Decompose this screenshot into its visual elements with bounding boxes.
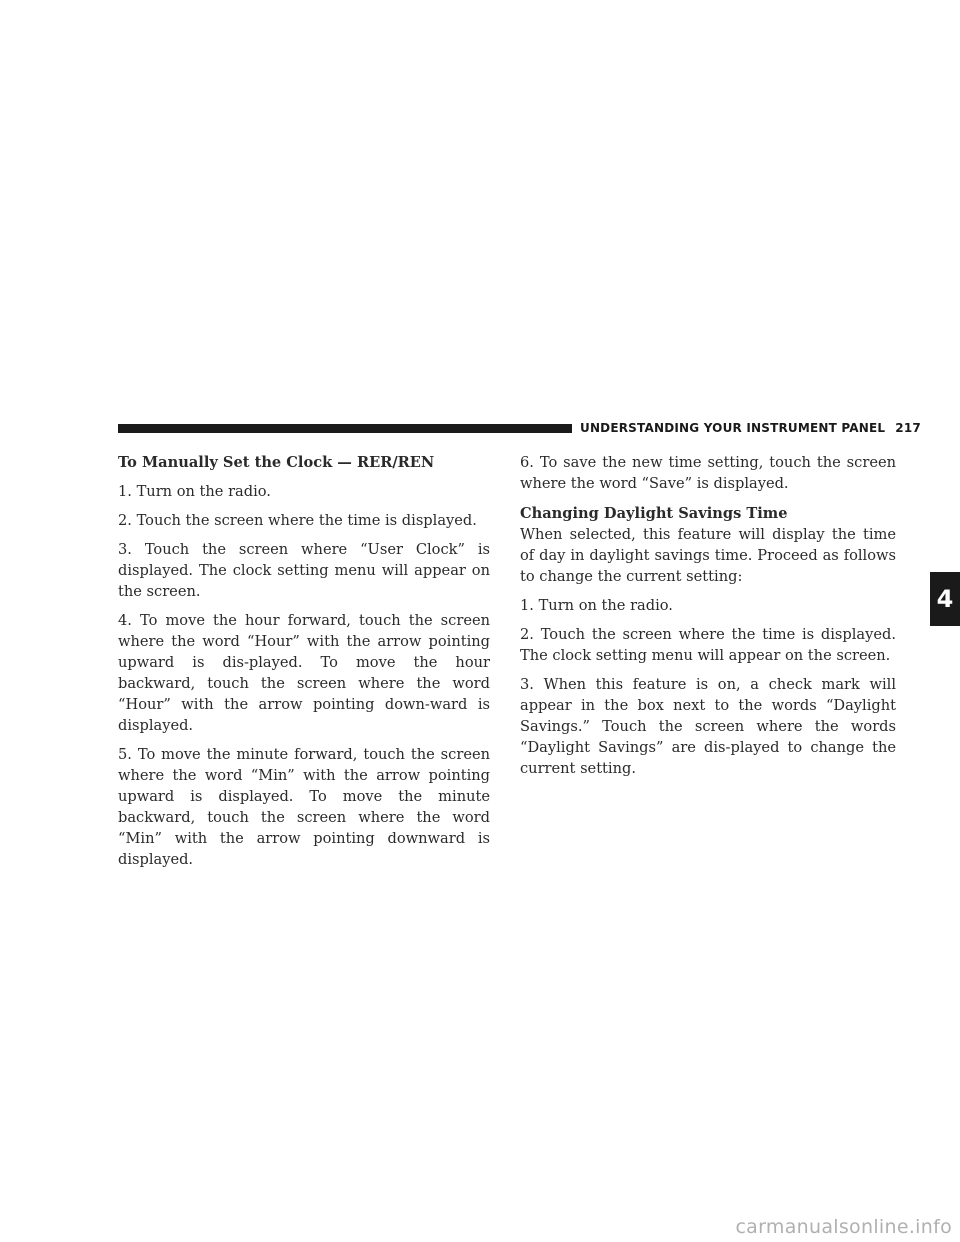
step-3: 3. Touch the screen where “User Clock” is displayed. The clock setting menu will appear on the screen. xyxy=(118,541,490,600)
section-heading-manual-clock: To Manually Set the Clock — RER/REN xyxy=(118,454,435,471)
section-title: UNDERSTANDING YOUR INSTRUMENT PANEL xyxy=(580,421,886,435)
page-number: 217 xyxy=(895,421,921,435)
step-2: 2. Touch the screen where the time is displayed. xyxy=(118,512,477,529)
watermark: carmanualsonline.info xyxy=(735,1216,952,1238)
daylight-intro: When selected, this feature will display the time of day in daylight savings time. Proceed as follows to change the current setting: xyxy=(520,526,896,585)
step-5: 5. To move the minute forward, touch the screen where the word “Min” with the arrow pointing upward is displayed. To move the minute backward, touch the screen where the word “Min” with the arrow pointing downward is displayed. xyxy=(118,746,490,868)
daylight-step-3: 3. When this feature is on, a check mark will appear in the box next to the words “Daylight Savings.” Touch the screen where the words “Daylight Savings” are dis-played to change the current setting. xyxy=(520,676,896,777)
right-column xyxy=(520,452,896,779)
daylight-step-2: 2. Touch the screen where the time is displayed. The clock setting menu will appear on the screen. xyxy=(520,626,896,664)
running-header xyxy=(580,421,921,435)
chapter-tab: 4 xyxy=(930,572,960,626)
section-heading-daylight-savings: Changing Daylight Savings Time xyxy=(520,505,788,522)
left-column xyxy=(118,452,490,870)
step-6: 6. To save the new time setting, touch the screen where the word “Save” is displayed. xyxy=(520,454,896,492)
daylight-step-1: 1. Turn on the radio. xyxy=(520,597,673,614)
header-rule xyxy=(118,424,572,433)
step-1: 1. Turn on the radio. xyxy=(118,483,271,500)
step-4: 4. To move the hour forward, touch the screen where the word “Hour” with the arrow pointing upward is dis-played. To move the hour backward, touch the screen where the word “Hour” with the arrow pointing down-ward is displayed. xyxy=(118,612,490,734)
